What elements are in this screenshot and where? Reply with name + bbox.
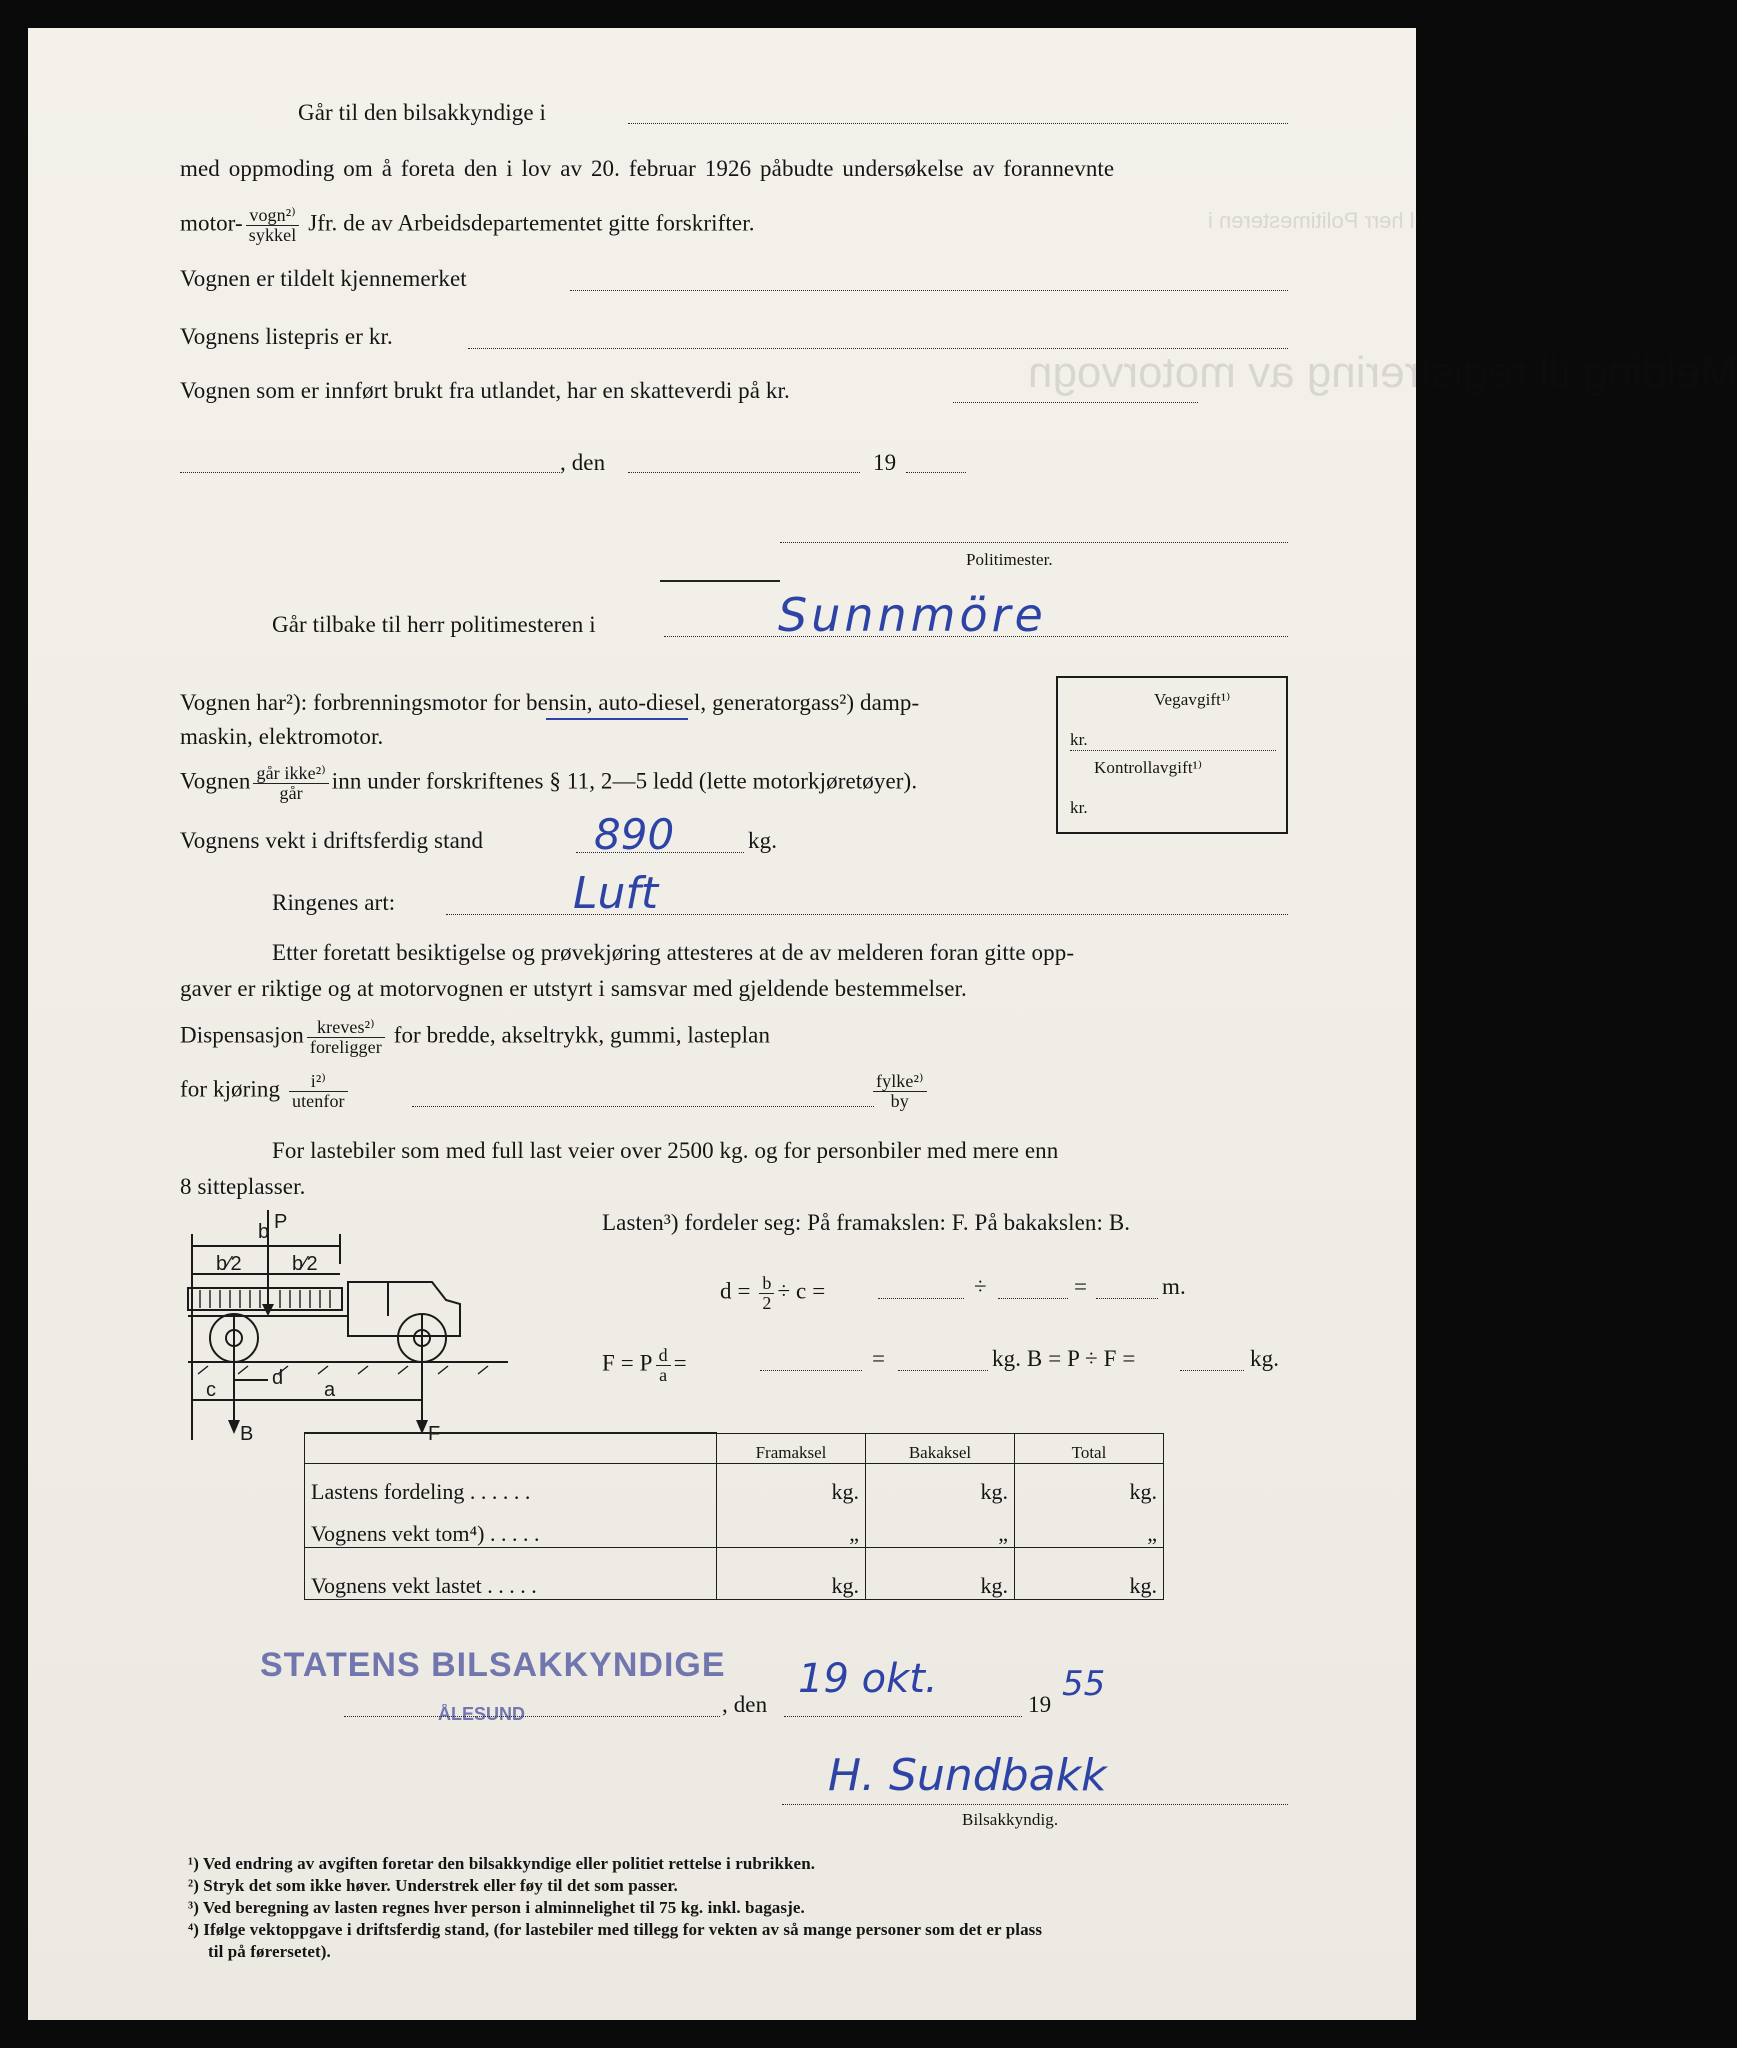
bleed-through-heading: Til herr Politimesteren i bbox=[1208, 208, 1433, 233]
weight-unit: kg. bbox=[748, 828, 778, 853]
bleed-through-title: Melding til registrering av motorvogn bbox=[1028, 348, 1737, 397]
light-vehicle-line: Vognen $\frac{\text{går ikke²⁾}}{\text{går}}$ inn under forskriftenes § 11, 2—5 ledd (lette motorkjøretøyer). bbox=[180, 763, 918, 803]
footnote-4: ⁴) Ifølge vektoppgave i driftsferdig stand, (for lastebiler med tillegg for vekten av så mange personer som det er plass bbox=[188, 1920, 1043, 1939]
registration-number-label: Vognen er tildelt kjennemerket bbox=[180, 266, 467, 291]
axle-load-diagram bbox=[188, 1204, 588, 1445]
formula-f-unit: kg. bbox=[1250, 1346, 1280, 1371]
year-prefix: 19 bbox=[873, 450, 897, 475]
formula-d-field-2[interactable] bbox=[998, 1298, 1068, 1299]
engine-underline bbox=[546, 718, 688, 720]
weight-table bbox=[304, 1432, 1164, 1600]
table-row bbox=[305, 1505, 1164, 1547]
sent-to-expert-label: Går til den bilsakkyndige i bbox=[298, 100, 546, 125]
formula-d-field-1[interactable] bbox=[878, 1298, 964, 1299]
driving-area-fraction: $\frac{\text{i²⁾}}{\text{utenfor}}$ bbox=[289, 1072, 348, 1111]
row-cell[interactable]: kg. bbox=[866, 1547, 1015, 1599]
header-rear-axle: Bakaksel bbox=[866, 1433, 1015, 1463]
label-a: a bbox=[324, 1379, 336, 1401]
formula-f-field-2[interactable] bbox=[898, 1370, 988, 1371]
row-label: Lastens fordeling . . . . . . bbox=[305, 1463, 717, 1505]
road-fee-kr: kr. bbox=[1070, 730, 1088, 749]
attest-line-1: Etter foretatt besiktigelse og prøvekjøring attesteres at de av melderen foran gitte opp- bbox=[272, 940, 1075, 965]
police-signature-title: Politimester. bbox=[966, 550, 1053, 569]
row-label: Vognens vekt tom⁴) . . . . . bbox=[305, 1505, 717, 1547]
official-stamp-city: ÅLESUND bbox=[438, 1704, 526, 1724]
road-fee-label: Vegavgift¹⁾ bbox=[1154, 690, 1231, 709]
fee-box bbox=[1056, 676, 1288, 834]
expert-signature-title: Bilsakkyndig. bbox=[962, 1810, 1059, 1829]
control-fee-kr: kr. bbox=[1070, 798, 1088, 817]
header-spacer bbox=[305, 1433, 717, 1463]
weight-handwritten: 890 bbox=[594, 810, 675, 859]
load-distribution: Lasten³) fordeler seg: På framakslen: F. På bakakslen: B. bbox=[602, 1210, 1131, 1235]
header-total: Total bbox=[1015, 1433, 1164, 1463]
footnote-4-cont: til på førersetet). bbox=[208, 1942, 331, 1961]
formula-d-unit: m. bbox=[1162, 1274, 1186, 1299]
row-cell[interactable]: kg. bbox=[866, 1463, 1015, 1505]
tax-value-field[interactable] bbox=[953, 402, 1198, 403]
load-line-1: For lastebiler som med full last veier over 2500 kg. og for personbiler med mere enn bbox=[272, 1138, 1059, 1163]
expert-signature-handwritten: H. Sundbakk bbox=[828, 1750, 1107, 1801]
form-page bbox=[28, 28, 1737, 2020]
label-half-2: b⁄2 bbox=[292, 1253, 318, 1275]
expert-signature-line bbox=[782, 1804, 1288, 1805]
formula-d-field-3[interactable] bbox=[1096, 1298, 1158, 1299]
row-cell[interactable]: „ bbox=[717, 1505, 866, 1547]
formula-d-eq-sign: = bbox=[1074, 1274, 1088, 1299]
formula-d: d = $\frac{b}{2}$ ÷ c = bbox=[720, 1273, 826, 1313]
formula-d-div-sign: ÷ bbox=[974, 1274, 987, 1299]
county-fraction: $\frac{\text{fylke²⁾}}{by}$ bbox=[873, 1072, 927, 1111]
police-signature-line bbox=[780, 542, 1288, 543]
motor-fraction: $\frac{\text{vogn²⁾}}{\text{sykkel}}$ bbox=[246, 206, 300, 245]
formula-f: F = P $\frac{d}{a}$ = bbox=[602, 1345, 687, 1385]
formula-f-field-3[interactable] bbox=[1180, 1370, 1244, 1371]
engine-line-1: Vognen har²): forbrenningsmotor for bensin, auto-diesel, generatorgass²) damp- bbox=[180, 690, 920, 715]
formula-f-fraction: $\frac{d}{a}$ bbox=[656, 1346, 671, 1385]
table-row bbox=[305, 1547, 1164, 1599]
road-fee-field[interactable] bbox=[1070, 750, 1276, 751]
dispensation-line: Dispensasjon $\frac{\text{kreves²⁾}}{\text{foreligger}}$ for bredde, akseltrykk, gummi, lasteplan bbox=[180, 1017, 771, 1057]
formula-f-eq2: = bbox=[872, 1346, 886, 1371]
separator-dash bbox=[660, 580, 780, 582]
driving-area-field[interactable] bbox=[412, 1106, 874, 1107]
footnote-2: ²) Stryk det som ikke høver. Understrek eller føy til det som passer. bbox=[188, 1876, 678, 1895]
row-cell[interactable]: „ bbox=[1015, 1505, 1164, 1547]
row-cell[interactable]: kg. bbox=[717, 1463, 866, 1505]
footnote-1: ¹) Ved endring av avgiften foretar den bilsakkyndige eller politiet rettelse i rubrikken. bbox=[188, 1854, 816, 1873]
control-fee-label: Kontrollavgift¹⁾ bbox=[1094, 758, 1203, 777]
date-field[interactable] bbox=[628, 472, 860, 473]
weight-table-header bbox=[305, 1433, 1164, 1463]
label-bb: B bbox=[240, 1423, 254, 1445]
return-label: Går tilbake til herr politimesteren i bbox=[272, 612, 596, 637]
official-stamp: STATENS BILSAKKYNDIGE bbox=[260, 1646, 726, 1684]
label-d: d bbox=[272, 1367, 284, 1389]
place-field[interactable] bbox=[180, 472, 560, 473]
row-cell[interactable]: kg. bbox=[1015, 1547, 1164, 1599]
date-den-label: , den bbox=[560, 450, 606, 475]
registration-number-field[interactable] bbox=[570, 290, 1288, 291]
label-b: b bbox=[258, 1221, 270, 1243]
closing-den-label: , den bbox=[722, 1692, 768, 1717]
list-price-label: Vognens listepris er kr. bbox=[180, 324, 393, 349]
row-label: Vognens vekt lastet . . . . . bbox=[305, 1547, 717, 1599]
request-line: med oppmoding om å foreta den i lov av 20. februar 1926 påbudte undersøkelse av forannevnte bbox=[180, 156, 1115, 181]
header-front-axle: Framaksel bbox=[717, 1433, 866, 1463]
county-fraction-wrap bbox=[870, 1072, 930, 1111]
label-ff: F bbox=[428, 1423, 441, 1445]
formula-f-mid: kg. B = P ÷ F = bbox=[992, 1346, 1136, 1371]
label-c: c bbox=[206, 1379, 216, 1401]
year-field[interactable] bbox=[906, 472, 966, 473]
weight-label: Vognens vekt i driftsferdig stand bbox=[180, 828, 484, 853]
sent-to-expert-field[interactable] bbox=[628, 123, 1288, 124]
expert-place-field[interactable] bbox=[344, 1716, 720, 1717]
b-arrowhead bbox=[228, 1420, 240, 1434]
driving-area-line: for kjøring $\frac{\text{i²⁾}}{\text{utenfor}}$ bbox=[180, 1072, 351, 1111]
return-district-handwritten: Sunnmöre bbox=[778, 588, 1047, 642]
footnote-3: ³) Ved beregning av lasten regnes hver person i alminnelighet til 75 kg. inkl. bagasje. bbox=[188, 1898, 805, 1917]
label-p: P bbox=[274, 1211, 288, 1233]
row-cell[interactable]: kg. bbox=[1015, 1463, 1164, 1505]
load-line-2: 8 sitteplasser. bbox=[180, 1174, 306, 1199]
closing-year-handwritten: 55 bbox=[1062, 1664, 1106, 1704]
dispensation-fraction: $\frac{\text{kreves²⁾}}{\text{foreligger}}$ bbox=[307, 1018, 385, 1057]
row-cell[interactable]: „ bbox=[866, 1505, 1015, 1547]
light-vehicle-fraction: $\frac{\text{går ikke²⁾}}{\text{går}}$ bbox=[253, 764, 328, 803]
closing-date-field[interactable] bbox=[784, 1716, 1022, 1717]
engine-line-2: maskin, elektromotor. bbox=[180, 724, 384, 749]
formula-d-fraction: $\frac{b}{2}$ bbox=[759, 1274, 774, 1313]
closing-date-handwritten: 19 okt. bbox=[798, 1656, 938, 1702]
motor-line: motor- $\frac{\text{vogn²⁾}}{\text{sykkel}}$ Jfr. de av Arbeidsdepartementet gitte forskrifter. bbox=[180, 205, 755, 245]
closing-year-prefix: 19 bbox=[1028, 1692, 1052, 1717]
tires-handwritten: Luft bbox=[573, 868, 659, 919]
table-row bbox=[305, 1463, 1164, 1505]
row-cell[interactable]: kg. bbox=[717, 1547, 866, 1599]
attest-line-2: gaver er riktige og at motorvognen er utstyrt i samsvar med gjeldende bestemmelser. bbox=[180, 976, 967, 1001]
tires-label: Ringenes art: bbox=[272, 890, 396, 915]
formula-f-field-1[interactable] bbox=[760, 1370, 862, 1371]
list-price-field[interactable] bbox=[468, 348, 1288, 349]
tax-value-label: Vognen som er innført brukt fra utlandet, har en skatteverdi på kr. bbox=[180, 378, 790, 403]
label-half-1: b⁄2 bbox=[216, 1253, 242, 1275]
